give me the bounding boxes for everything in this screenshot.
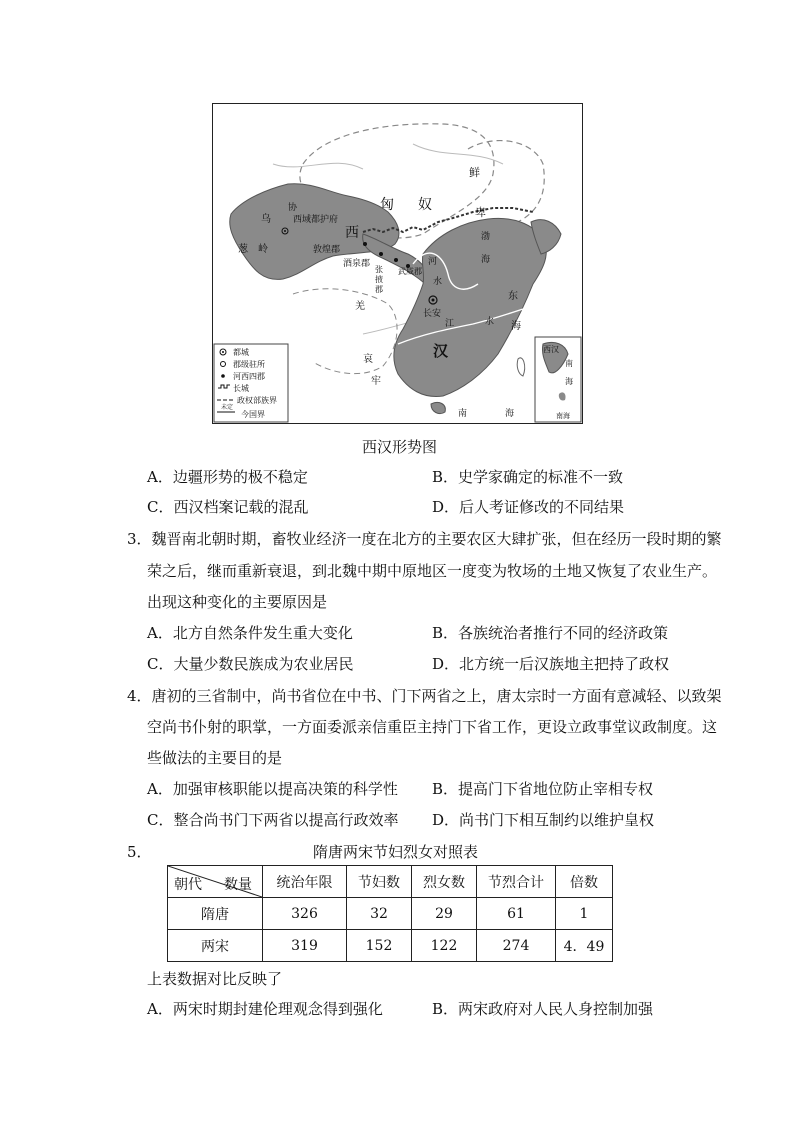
- label-xiongnu1: 匈: [380, 197, 394, 213]
- western-han-map: [212, 103, 583, 424]
- diagonal-header-cell: [168, 866, 263, 898]
- label-bo: 渤: [481, 232, 491, 242]
- label-zhangye2: 掖: [375, 275, 383, 284]
- table-header-cell: 倍数: [556, 866, 613, 898]
- label-xianbei1: 鲜: [469, 166, 480, 179]
- option-text: 各族统治者推行不同的经济政策: [458, 624, 669, 642]
- q2-option-c[interactable]: [147, 497, 309, 517]
- map-caption: 西汉形势图: [362, 438, 438, 456]
- option-text: 边疆形势的极不稳定: [172, 468, 308, 486]
- q3-option-a[interactable]: [147, 623, 353, 643]
- label-xianbei2: 卑: [475, 206, 486, 219]
- option-text: 大量少数民族成为农业居民: [173, 655, 354, 673]
- chastity-comparison-table: [167, 865, 613, 962]
- table-row-label: 两宋: [168, 930, 263, 962]
- legend-item-boundary: 政权部族界: [237, 396, 277, 405]
- table-header-cell: 统治年限: [263, 866, 347, 898]
- q3-stem-line3: 出现这种变化的主要原因是: [147, 593, 328, 611]
- inset-nanhai: 南海: [556, 412, 570, 420]
- option-text: 两宋时期封建伦理观念得到强化: [172, 1000, 383, 1018]
- label-xi: 西: [345, 225, 359, 241]
- table-row: [168, 930, 613, 962]
- option-letter: D．: [432, 655, 460, 673]
- legend-item-wall: 长城: [233, 384, 249, 393]
- label-xie: 协: [288, 203, 298, 213]
- label-dunhuang: 敦煌郡: [313, 245, 341, 255]
- question-number: 3．: [127, 530, 152, 548]
- q5-option-a[interactable]: [147, 999, 383, 1019]
- q4-option-a[interactable]: [147, 779, 398, 799]
- table-cell: 4．49: [556, 930, 613, 962]
- q3-option-d[interactable]: [432, 654, 669, 674]
- label-cong: 葱: [238, 244, 248, 255]
- option-text: 加强审核职能以提高决策的科学性: [172, 780, 398, 798]
- option-letter: D．: [432, 811, 460, 829]
- label-donghai: 海: [511, 321, 521, 332]
- option-text: 两宋政府对人民人身控制加强: [458, 1000, 654, 1018]
- table-cell: 274: [477, 930, 556, 962]
- option-text: 北方自然条件发生重大变化: [172, 624, 353, 642]
- option-letter: A．: [147, 624, 173, 642]
- table-cell: 61: [477, 898, 556, 930]
- q3-line1-text: 魏晋南北朝时期，畜牧业经济一度在北方的主要农区大肆扩张，但在经历一段时期的繁: [151, 530, 722, 548]
- table-cell: 326: [263, 898, 347, 930]
- table-header-cell: 节妇数: [347, 866, 412, 898]
- q5-option-b[interactable]: [432, 999, 653, 1019]
- q3-stem-line2: 荣之后，继而重新衰退，到北魏中期中原地区一度变为牧场的土地又恢复了农业生产。: [147, 562, 718, 580]
- inset-title: 西汉: [543, 345, 559, 354]
- option-text: 后人考证修改的不同结果: [459, 498, 625, 516]
- option-letter: C．: [147, 811, 174, 829]
- table-cell: 1: [556, 898, 613, 930]
- legend-item-capital: 都城: [233, 348, 249, 357]
- diag-header-left: 朝代: [174, 877, 202, 893]
- table-cell: 122: [412, 930, 477, 962]
- q4-option-b[interactable]: [432, 779, 653, 799]
- label-xiongnu2: 奴: [418, 197, 432, 213]
- option-text: 尚书门下相互制约以维护皇权: [459, 811, 655, 829]
- table-cell: 32: [347, 898, 412, 930]
- q5-stem: 上表数据对比反映了: [147, 970, 283, 988]
- q4-line1-text: 唐初的三省制中，尚书省位在中书、门下两省之上，唐太宗时一方面有意减轻、以致架: [151, 687, 722, 705]
- q4-stem-line3: 些做法的主要目的是: [147, 749, 283, 767]
- label-lao: 牢: [371, 376, 381, 387]
- option-text: 整合尚书门下两省以提高行政效率: [173, 811, 399, 829]
- option-letter: B．: [432, 468, 459, 486]
- option-letter: B．: [432, 780, 459, 798]
- table-header-row: [168, 866, 613, 898]
- table-row-label: 隋唐: [168, 898, 263, 930]
- q3-option-b[interactable]: [432, 623, 668, 643]
- option-text: 提高门下省地位防止宰相专权: [458, 780, 654, 798]
- table-cell: 319: [263, 930, 347, 962]
- label-wusun: 乌: [261, 214, 271, 225]
- label-he: 河: [428, 257, 438, 267]
- option-text: 北方统一后汉族地主把持了政权: [459, 655, 670, 673]
- label-dong: 东: [508, 291, 518, 302]
- option-letter: D．: [432, 498, 460, 516]
- q5-number: 5．: [127, 843, 152, 861]
- q4-option-d[interactable]: [432, 810, 654, 830]
- option-text: 西汉档案记载的混乱: [173, 498, 309, 516]
- label-ling: 岭: [258, 244, 268, 255]
- label-shui: 水: [433, 277, 443, 287]
- label-qiang: 羌: [355, 301, 365, 312]
- q2-option-b[interactable]: [432, 467, 623, 487]
- q3-stem-line1: [127, 529, 722, 549]
- table-cell: 29: [412, 898, 477, 930]
- label-han: 汉: [433, 342, 449, 360]
- label-jiangshui: 水: [485, 317, 495, 327]
- option-letter: B．: [432, 1000, 459, 1018]
- label-wuwei: 武威郡: [398, 267, 422, 276]
- question-number: 4．: [127, 687, 152, 705]
- label-ai: 哀: [363, 354, 373, 365]
- table-row: [168, 898, 613, 930]
- label-xiyu: 西域都护府: [293, 215, 339, 225]
- table-header-cell: 烈女数: [412, 866, 477, 898]
- label-zhangye1: 张: [375, 265, 383, 274]
- legend-item-commandery: 郡级驻所: [233, 360, 265, 369]
- option-letter: C．: [147, 498, 174, 516]
- legend-item-border: 今国界: [241, 410, 265, 419]
- diag-header-right: 数量: [224, 877, 252, 893]
- label-zhangye3: 郡: [375, 285, 383, 294]
- map-graphic: [213, 104, 582, 423]
- q5-table-title: 隋唐两宋节妇烈女对照表: [313, 843, 479, 861]
- q4-stem-line2: 空尚书仆射的职掌，一方面委派亲信重臣主持门下省工作，更设立政事堂议政制度。这: [147, 718, 718, 736]
- option-letter: A．: [147, 1000, 173, 1018]
- option-letter: A．: [147, 780, 173, 798]
- option-letter: A．: [147, 468, 173, 486]
- inset-nan: 南: [565, 359, 573, 368]
- label-nan: 南: [458, 409, 468, 419]
- table-cell: 152: [347, 930, 412, 962]
- label-changan: 长安: [423, 309, 442, 319]
- table-header-cell: 节烈合计: [477, 866, 556, 898]
- q3-option-c[interactable]: [147, 654, 354, 674]
- label-jiuquan: 酒泉郡: [343, 259, 371, 269]
- label-nanhai: 海: [505, 409, 515, 419]
- option-letter: C．: [147, 655, 174, 673]
- q2-option-d[interactable]: [432, 497, 624, 517]
- western-regions-area: [230, 184, 399, 280]
- q4-stem-line1: [127, 686, 722, 706]
- q4-option-c[interactable]: [147, 810, 399, 830]
- option-letter: B．: [432, 624, 459, 642]
- legend-note: 未定: [221, 404, 234, 411]
- q2-option-a[interactable]: [147, 467, 308, 487]
- legend-item-hexi: 河西四郡: [233, 372, 265, 381]
- inset-hai: 海: [565, 377, 573, 386]
- option-text: 史学家确定的标准不一致: [458, 468, 624, 486]
- label-jiang: 江: [445, 319, 455, 329]
- label-bohai: 海: [481, 255, 491, 265]
